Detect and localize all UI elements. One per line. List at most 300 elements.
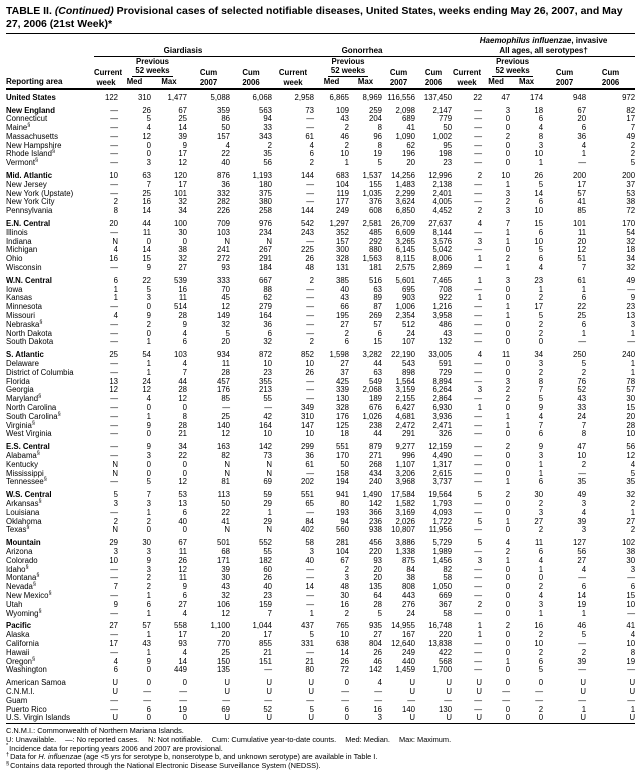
value-cell: 22 [473, 92, 483, 102]
value-cell: 9 [630, 293, 636, 303]
value-cell: 87 [373, 302, 383, 312]
value-cell: 49 [626, 275, 636, 285]
value-cell: — [110, 140, 118, 150]
value-cell: 4 [581, 564, 587, 574]
value-cell: 1,490 [362, 490, 383, 500]
value-cell: 0 [505, 608, 511, 618]
reporting-area-cell: Mid. Atlantic [6, 171, 53, 181]
col-header-current-week: Current week [452, 68, 482, 87]
value-cell: 300 [336, 245, 350, 255]
value-cell: — [474, 376, 483, 386]
value-cell: — [110, 158, 118, 168]
value-cell: 238 [369, 420, 383, 430]
value-cell: 0 [505, 284, 511, 294]
value-cell: 3 [146, 158, 151, 168]
value-cell: 6,609 [395, 227, 416, 237]
value-cell: 898 [402, 367, 416, 377]
value-cell: 32 [178, 254, 187, 264]
value-cell: 22 [142, 275, 151, 285]
value-cell: 53 [178, 490, 187, 500]
value-cell: 6 [538, 656, 544, 666]
legend-item: U: Unavailable. [6, 734, 57, 744]
value-cell: 131 [336, 263, 350, 273]
value-cell: — [110, 179, 118, 189]
value-cell: 33 [577, 403, 587, 412]
value-cell: 8 [182, 411, 187, 421]
value-cell: 3 [581, 525, 587, 535]
reporting-area-cell: North Carolina [6, 403, 57, 412]
value-cell: 3 [505, 206, 511, 216]
value-cell: 5 [377, 608, 383, 618]
value-cell: 56 [577, 546, 587, 556]
value-cell: 28 [178, 420, 187, 430]
value-cell: 25 [221, 411, 230, 421]
value-cell: — [474, 442, 483, 452]
value-cell: U [224, 713, 230, 723]
value-cell: 4 [505, 538, 511, 548]
value-cell: 85 [577, 206, 587, 216]
value-cell: 3,169 [395, 507, 416, 517]
value-cell: 28 [178, 385, 187, 395]
value-cell: 2 [309, 275, 315, 285]
value-cell: 380 [259, 197, 273, 207]
value-cell: — [578, 665, 587, 675]
table-row [6, 526, 635, 535]
col-header-cum-2007: Cum 2007 [199, 68, 218, 87]
value-cell: 29 [263, 498, 273, 508]
value-cell: 30 [142, 538, 151, 548]
value-cell: 20 [577, 236, 587, 246]
value-cell: 457 [216, 376, 230, 386]
value-cell: 2 [538, 293, 544, 303]
value-cell: 16,748 [428, 621, 453, 631]
value-cell: 14 [178, 123, 187, 133]
value-cell: 9 [113, 599, 118, 609]
value-cell: 176 [336, 411, 350, 421]
value-cell: 11 [178, 573, 187, 583]
value-cell: 10 [305, 429, 315, 439]
value-cell: 385 [336, 275, 350, 285]
value-cell: U [580, 678, 587, 688]
value-cell: 0 [505, 403, 511, 412]
reporting-area-cell: Minnesota [6, 302, 42, 312]
value-cell: 5,088 [210, 92, 230, 102]
value-cell: 804 [369, 638, 383, 648]
value-cell: 5 [477, 538, 483, 548]
value-cell: 6 [146, 599, 151, 609]
value-cell: 15 [142, 254, 151, 264]
value-cell: 22 [577, 302, 587, 312]
value-cell: — [110, 420, 118, 430]
value-cell: U [476, 686, 483, 696]
value-cell: 1 [146, 590, 151, 600]
value-cell: 14,955 [391, 621, 416, 631]
value-cell: 140 [216, 420, 230, 430]
value-cell: 0 [146, 429, 151, 439]
value-cell: 501 [216, 538, 230, 548]
value-cell: — [502, 686, 511, 696]
hi-name: Haemophilus influenzae [479, 36, 572, 45]
value-cell: 44 [178, 376, 187, 386]
value-cell: 30 [626, 394, 636, 404]
value-cell: 0 [505, 158, 511, 168]
value-cell: 2 [344, 140, 350, 150]
value-cell: 26 [178, 555, 187, 565]
value-cell: — [306, 197, 315, 207]
value-cell: 12 [178, 394, 187, 404]
value-cell: 443 [402, 590, 416, 600]
value-cell: — [474, 704, 483, 714]
value-cell: 2 [505, 385, 511, 395]
value-cell: 996 [402, 450, 416, 460]
value-cell: — [474, 573, 483, 583]
value-cell: 2,147 [432, 105, 453, 115]
value-cell: 39 [178, 131, 187, 141]
value-cell: 0 [505, 245, 511, 255]
value-cell: — [535, 695, 544, 705]
value-cell: U [308, 713, 315, 723]
value-cell: 276 [402, 599, 416, 609]
value-cell: 366 [369, 507, 383, 517]
value-cell: — [264, 665, 273, 675]
value-cell: 170 [622, 219, 636, 229]
footnote-star: *Incidence data for reporting years 2006 and 2007 are provisional. [6, 743, 223, 753]
value-cell: — [306, 590, 315, 600]
value-cell: 1,459 [395, 665, 416, 675]
value-cell: 11 [577, 227, 587, 237]
value-cell: 310 [301, 411, 315, 421]
value-cell: 2,864 [432, 394, 453, 404]
value-cell: 46 [373, 656, 383, 666]
footnote-section: §Contains data reported through the National Electronic Disease Surveillance System (NEDSS). [6, 760, 321, 771]
value-cell: U [629, 678, 636, 688]
value-cell: 3 [477, 236, 483, 246]
value-cell: 2,155 [395, 394, 416, 404]
value-cell: — [474, 359, 483, 369]
value-cell: — [474, 695, 483, 705]
value-cell: 36 [221, 179, 230, 189]
value-cell: 3 [505, 376, 511, 386]
value-cell: 85 [221, 394, 230, 404]
value-cell: — [627, 665, 636, 675]
value-cell: 0 [146, 713, 151, 723]
value-cell: 12 [178, 477, 187, 487]
reporting-area-cell: Wisconsin [6, 263, 42, 273]
value-cell: 2,098 [395, 105, 416, 115]
value-cell: 5 [538, 311, 544, 321]
value-cell: 27 [340, 319, 350, 329]
table-row [6, 675, 635, 688]
value-cell: 6 [113, 275, 118, 285]
value-cell: — [341, 695, 350, 705]
hi-rest: , invasive [571, 36, 608, 45]
value-cell: 0 [505, 123, 511, 133]
value-cell: 20 [221, 630, 230, 640]
value-cell: 9 [146, 311, 151, 321]
value-cell: 1 [477, 275, 483, 285]
reporting-area-cell: C.N.M.I. [6, 686, 35, 696]
value-cell: 2 [538, 367, 544, 377]
value-cell: 271 [369, 450, 383, 460]
value-cell: 0 [505, 564, 511, 574]
value-cell: 37 [340, 367, 350, 377]
value-cell: 449 [173, 665, 187, 675]
reporting-area-header: Reporting area [6, 76, 63, 86]
value-cell: 0 [505, 704, 511, 714]
value-cell: 1,297 [329, 219, 350, 229]
value-cell: 6 [581, 293, 587, 303]
value-cell: — [578, 573, 587, 583]
value-cell: 4 [538, 590, 544, 600]
value-cell: 69 [263, 477, 273, 487]
value-cell: 0 [505, 678, 511, 688]
value-cell: — [474, 263, 483, 273]
value-cell: 119 [336, 188, 350, 198]
reporting-area-cell: Idaho§ [6, 563, 29, 574]
value-cell: 3 [146, 546, 151, 556]
value-cell: 11 [221, 359, 230, 369]
value-cell: 3 [146, 293, 151, 303]
value-cell: 259 [369, 105, 383, 115]
value-cell: 135 [216, 665, 230, 675]
value-cell: — [474, 468, 483, 478]
value-cell: 220 [439, 630, 453, 640]
value-cell: 164 [259, 420, 273, 430]
value-cell: 1,563 [362, 254, 383, 264]
value-cell: 1 [505, 555, 511, 565]
value-cell: 163 [216, 442, 230, 452]
value-cell: — [110, 403, 118, 412]
value-cell: 35 [577, 477, 587, 487]
value-cell: U [629, 686, 636, 696]
value-cell: 9 [538, 403, 544, 412]
reporting-area-cell: New Jersey [6, 179, 47, 189]
value-cell: — [222, 695, 230, 705]
value-cell: 349 [301, 403, 315, 412]
value-cell: 10 [534, 149, 544, 159]
value-cell: 2 [344, 328, 350, 338]
value-cell: 14 [577, 590, 587, 600]
value-cell: N [266, 236, 273, 246]
value-cell: — [110, 302, 118, 312]
value-cell: 1 [505, 656, 511, 666]
value-cell: 4 [182, 359, 187, 369]
value-cell: 47 [501, 92, 511, 102]
value-cell: 7 [538, 420, 544, 430]
value-cell: 6 [182, 337, 187, 347]
value-cell: 922 [439, 293, 453, 303]
value-cell: 49 [626, 131, 636, 141]
value-cell: 2 [344, 608, 350, 618]
value-cell: 30 [340, 590, 350, 600]
value-cell: 22 [178, 450, 187, 460]
value-cell: 174 [530, 92, 544, 102]
value-cell: 6 [538, 114, 544, 124]
value-cell: 43 [221, 582, 230, 592]
value-cell: 157 [336, 236, 350, 246]
value-cell: U [476, 678, 483, 688]
value-cell: — [474, 420, 483, 430]
value-cell: 3 [146, 564, 151, 574]
value-cell: 104 [336, 546, 350, 556]
value-cell: 46 [340, 131, 350, 141]
value-cell: 14 [178, 656, 187, 666]
value-cell: 0 [146, 302, 151, 312]
value-cell: 422 [439, 647, 453, 657]
value-cell: 1 [538, 608, 544, 618]
value-cell: 6 [182, 507, 187, 517]
value-cell: 3 [538, 359, 544, 369]
value-cell: 20 [626, 411, 636, 421]
value-cell: 1 [505, 420, 511, 430]
value-cell: 1 [146, 359, 151, 369]
value-cell: U [409, 713, 416, 723]
value-cell: — [474, 507, 483, 517]
value-cell: 7 [146, 179, 151, 189]
value-cell: 176 [216, 385, 230, 395]
value-cell: 202 [301, 477, 315, 487]
value-cell: 3,737 [432, 477, 453, 487]
value-cell: — [474, 227, 483, 237]
reporting-area-cell: American Samoa [6, 678, 66, 688]
value-cell: 26 [340, 656, 350, 666]
value-cell: 10 [534, 638, 544, 648]
value-cell: 3 [505, 275, 511, 285]
value-cell: 5 [146, 114, 151, 124]
value-cell: 729 [439, 367, 453, 377]
value-cell: 177 [336, 197, 350, 207]
value-cell: 2 [309, 337, 315, 347]
value-cell: 3 [377, 713, 383, 723]
value-cell: 26 [142, 105, 151, 115]
value-cell: 2 [505, 197, 511, 207]
value-cell: 20 [109, 219, 118, 229]
value-cell: 5 [113, 490, 118, 500]
value-cell: — [110, 695, 118, 705]
value-cell: — [474, 188, 483, 198]
value-cell: 11,956 [428, 525, 453, 535]
value-cell: 181 [369, 263, 383, 273]
value-cell: 17 [178, 179, 187, 189]
value-cell: 43 [142, 638, 151, 648]
value-cell: 333 [216, 275, 230, 285]
value-cell: U [266, 686, 273, 696]
value-cell: 0 [182, 678, 187, 688]
value-cell: 4 [538, 263, 544, 273]
value-cell: 41 [406, 123, 416, 133]
value-cell: — [110, 114, 118, 124]
page-title [6, 5, 635, 30]
value-cell: 37 [626, 179, 636, 189]
value-cell: 549 [369, 376, 383, 386]
reporting-area-cell: Iowa [6, 284, 23, 294]
value-cell: 5 [538, 245, 544, 255]
value-cell: 9 [182, 582, 187, 592]
value-cell: 19 [373, 149, 383, 159]
value-cell: 8,894 [432, 376, 453, 386]
value-cell: 5,601 [395, 275, 416, 285]
value-cell: 184 [259, 263, 273, 273]
value-cell: 20 [373, 564, 383, 574]
value-cell: 142 [369, 665, 383, 675]
value-cell: 6 [538, 546, 544, 556]
value-cell: 10,807 [391, 525, 416, 535]
value-cell: 608 [369, 206, 383, 216]
reporting-area-cell: Oregon§ [6, 655, 36, 666]
value-cell: — [110, 704, 118, 714]
col-header-previous-52-weeks: Previous 52 weeks [314, 57, 382, 78]
value-cell: 855 [259, 638, 273, 648]
value-cell: 1 [581, 149, 587, 159]
value-cell: 2 [538, 498, 544, 508]
col-header-cum-2006: Cum 2006 [242, 68, 260, 87]
table-row [6, 159, 635, 168]
value-cell: 9 [182, 140, 187, 150]
value-cell: — [474, 114, 483, 124]
value-cell: 61 [305, 131, 315, 141]
value-cell: 10 [263, 429, 273, 439]
value-cell: 0 [146, 328, 151, 338]
value-cell: 100 [173, 219, 187, 229]
value-cell: 182 [259, 555, 273, 565]
reporting-area-cell: W.S. Central [6, 490, 52, 500]
value-cell: 50 [443, 123, 453, 133]
value-cell: 164 [259, 311, 273, 321]
value-cell: 1,044 [252, 621, 273, 631]
value-cell: — [110, 123, 118, 133]
value-cell: 94 [263, 114, 273, 124]
value-cell: 268 [369, 459, 383, 469]
value-cell: 13 [626, 311, 636, 321]
value-cell: 1 [581, 608, 587, 618]
value-cell: — [110, 359, 118, 369]
value-cell: 3,282 [362, 350, 383, 360]
value-cell: 20 [373, 573, 383, 583]
reporting-area-cell: Utah [6, 599, 23, 609]
value-cell: N [224, 459, 230, 469]
value-cell: 558 [173, 621, 187, 631]
value-cell: 6,427 [395, 403, 416, 412]
reporting-area-cell: Florida [6, 376, 30, 386]
value-cell: — [110, 105, 118, 115]
value-cell: — [306, 394, 315, 404]
value-cell: 19 [577, 599, 587, 609]
value-cell: 8,006 [432, 254, 453, 264]
value-cell: N [112, 236, 118, 246]
value-cell: 934 [216, 350, 230, 360]
value-cell: 3 [309, 546, 315, 556]
value-cell: 10 [263, 359, 273, 369]
value-cell: 2,472 [395, 420, 416, 430]
value-cell: 50 [221, 123, 230, 133]
value-cell: N [112, 468, 118, 478]
value-cell: — [306, 319, 315, 329]
reporting-area-cell: Guam [6, 695, 28, 705]
value-cell: 63 [373, 367, 383, 377]
value-cell: 2 [505, 546, 511, 556]
value-cell: 10 [501, 171, 511, 181]
value-cell: — [110, 149, 118, 159]
value-cell: 6 [630, 582, 636, 592]
value-cell: 0 [182, 459, 187, 469]
value-cell: 5 [377, 158, 383, 168]
value-cell: — [627, 573, 636, 583]
value-cell: 539 [173, 275, 187, 285]
value-cell: N [224, 525, 230, 535]
value-cell: — [474, 665, 483, 675]
value-cell: 4 [538, 555, 544, 565]
value-cell: 4 [581, 140, 587, 150]
